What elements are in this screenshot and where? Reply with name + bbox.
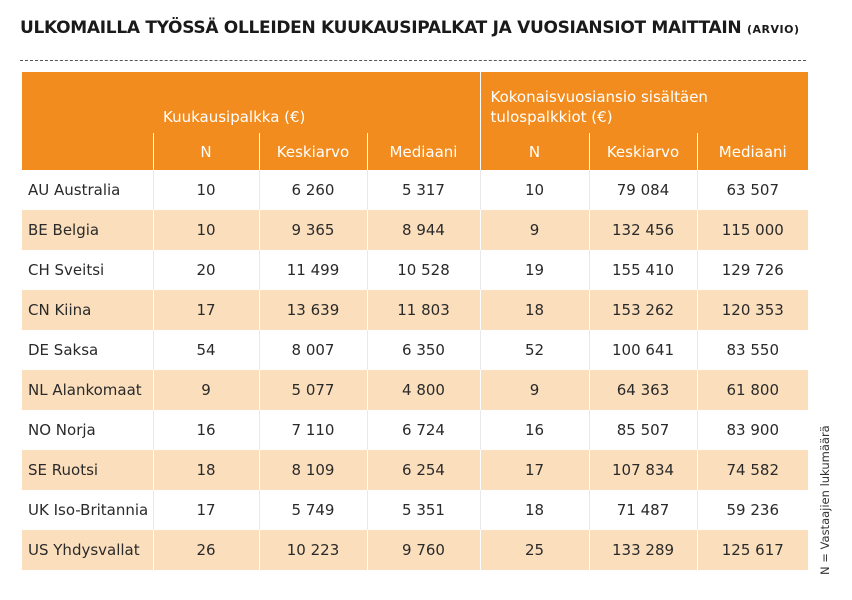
value-cell: 19 bbox=[480, 250, 589, 290]
salary-table bbox=[22, 72, 808, 570]
country-cell: NO Norja bbox=[28, 421, 96, 439]
value-cell: 52 bbox=[480, 330, 589, 370]
value-cell: 10 bbox=[480, 170, 589, 210]
value-cell: 25 bbox=[480, 530, 589, 570]
value-cell: 16 bbox=[153, 410, 259, 450]
value-cell: 6 724 bbox=[367, 410, 480, 450]
country-cell: DE Saksa bbox=[28, 341, 99, 359]
value-cell: 9 bbox=[480, 210, 589, 250]
table-row bbox=[22, 290, 808, 330]
value-cell: 18 bbox=[480, 290, 589, 330]
footnote: N = Vastaajien lukumäärä bbox=[818, 425, 832, 575]
column-header: Mediaani bbox=[697, 133, 808, 170]
country-cell: NL Alankomaat bbox=[22, 370, 153, 410]
value-cell: 9 bbox=[480, 370, 589, 410]
value-cell: 107 834 bbox=[589, 450, 697, 490]
title-main: ULKOMAILLA TYÖSSÄ OLLEIDEN KUUKAUSIPALKAT JA VUOSIANSIOT MAITTAIN bbox=[20, 18, 742, 38]
country-cell: CN Kiina bbox=[22, 290, 153, 330]
value-cell: 133 289 bbox=[589, 530, 697, 570]
table-row bbox=[22, 330, 808, 370]
value-cell: 13 639 bbox=[259, 290, 367, 330]
table-row bbox=[22, 410, 808, 450]
table-row bbox=[22, 490, 808, 530]
table-row bbox=[22, 170, 808, 210]
value-cell: 18 bbox=[153, 450, 259, 490]
value-cell: 17 bbox=[153, 490, 259, 530]
value-cell: 9 bbox=[153, 370, 259, 410]
country-cell: UK Iso-Britannia bbox=[28, 501, 149, 519]
table-body bbox=[22, 170, 808, 570]
value-cell: 8 944 bbox=[367, 210, 480, 250]
country-cell: BE Belgia bbox=[22, 210, 153, 250]
value-cell: 10 223 bbox=[259, 530, 367, 570]
value-cell: 125 617 bbox=[697, 530, 808, 570]
country-cell: CH Sveitsi bbox=[28, 261, 105, 279]
value-cell: 5 317 bbox=[367, 170, 480, 210]
value-cell: 61 800 bbox=[697, 370, 808, 410]
value-cell: 115 000 bbox=[697, 210, 808, 250]
value-cell: 83 550 bbox=[697, 330, 808, 370]
value-cell: 9 365 bbox=[259, 210, 367, 250]
table-row bbox=[22, 210, 808, 250]
value-cell: 5 749 bbox=[259, 490, 367, 530]
value-cell: 6 254 bbox=[367, 450, 480, 490]
column-header: Mediaani bbox=[367, 133, 480, 170]
value-cell: 26 bbox=[153, 530, 259, 570]
value-cell: 59 236 bbox=[697, 490, 808, 530]
value-cell: 10 528 bbox=[367, 250, 480, 290]
value-cell: 8 109 bbox=[259, 450, 367, 490]
value-cell: 85 507 bbox=[589, 410, 697, 450]
column-header: N bbox=[480, 133, 589, 170]
value-cell: 4 800 bbox=[367, 370, 480, 410]
value-cell: 11 499 bbox=[259, 250, 367, 290]
group-header-row bbox=[22, 72, 808, 133]
country-cell: AU Australia bbox=[28, 181, 121, 199]
value-cell: 54 bbox=[153, 330, 259, 370]
value-cell: 17 bbox=[480, 450, 589, 490]
dashed-divider bbox=[20, 60, 806, 61]
value-cell: 5 077 bbox=[259, 370, 367, 410]
title-sub: (ARVIO) bbox=[747, 23, 800, 36]
value-cell: 79 084 bbox=[589, 170, 697, 210]
value-cell: 63 507 bbox=[697, 170, 808, 210]
value-cell: 100 641 bbox=[589, 330, 697, 370]
value-cell: 8 007 bbox=[259, 330, 367, 370]
page-title bbox=[20, 18, 800, 38]
value-cell: 155 410 bbox=[589, 250, 697, 290]
country-cell: SE Ruotsi bbox=[22, 450, 153, 490]
value-cell: 20 bbox=[153, 250, 259, 290]
value-cell: 74 582 bbox=[697, 450, 808, 490]
value-cell: 83 900 bbox=[697, 410, 808, 450]
table-row bbox=[22, 250, 808, 290]
value-cell: 7 110 bbox=[259, 410, 367, 450]
value-cell: 129 726 bbox=[697, 250, 808, 290]
value-cell: 71 487 bbox=[589, 490, 697, 530]
table-row bbox=[22, 530, 808, 570]
country-cell: US Yhdysvallat bbox=[22, 530, 153, 570]
value-cell: 6 260 bbox=[259, 170, 367, 210]
monthly-salary-header: Kuukausipalkka (€) bbox=[153, 72, 480, 133]
value-cell: 132 456 bbox=[589, 210, 697, 250]
value-cell: 16 bbox=[480, 410, 589, 450]
table-row bbox=[22, 370, 808, 410]
value-cell: 5 351 bbox=[367, 490, 480, 530]
country-header-cell bbox=[22, 72, 153, 170]
column-header: Keskiarvo bbox=[259, 133, 367, 170]
value-cell: 6 350 bbox=[367, 330, 480, 370]
value-cell: 64 363 bbox=[589, 370, 697, 410]
column-header: N bbox=[153, 133, 259, 170]
value-cell: 17 bbox=[153, 290, 259, 330]
value-cell: 153 262 bbox=[589, 290, 697, 330]
column-header: Keskiarvo bbox=[589, 133, 697, 170]
table-row bbox=[22, 450, 808, 490]
value-cell: 9 760 bbox=[367, 530, 480, 570]
value-cell: 11 803 bbox=[367, 290, 480, 330]
value-cell: 10 bbox=[153, 170, 259, 210]
value-cell: 10 bbox=[153, 210, 259, 250]
value-cell: 18 bbox=[480, 490, 589, 530]
annual-income-header: Kokonaisvuosiansio sisältäen tulospalkkiot (€) bbox=[480, 72, 808, 133]
value-cell: 120 353 bbox=[697, 290, 808, 330]
